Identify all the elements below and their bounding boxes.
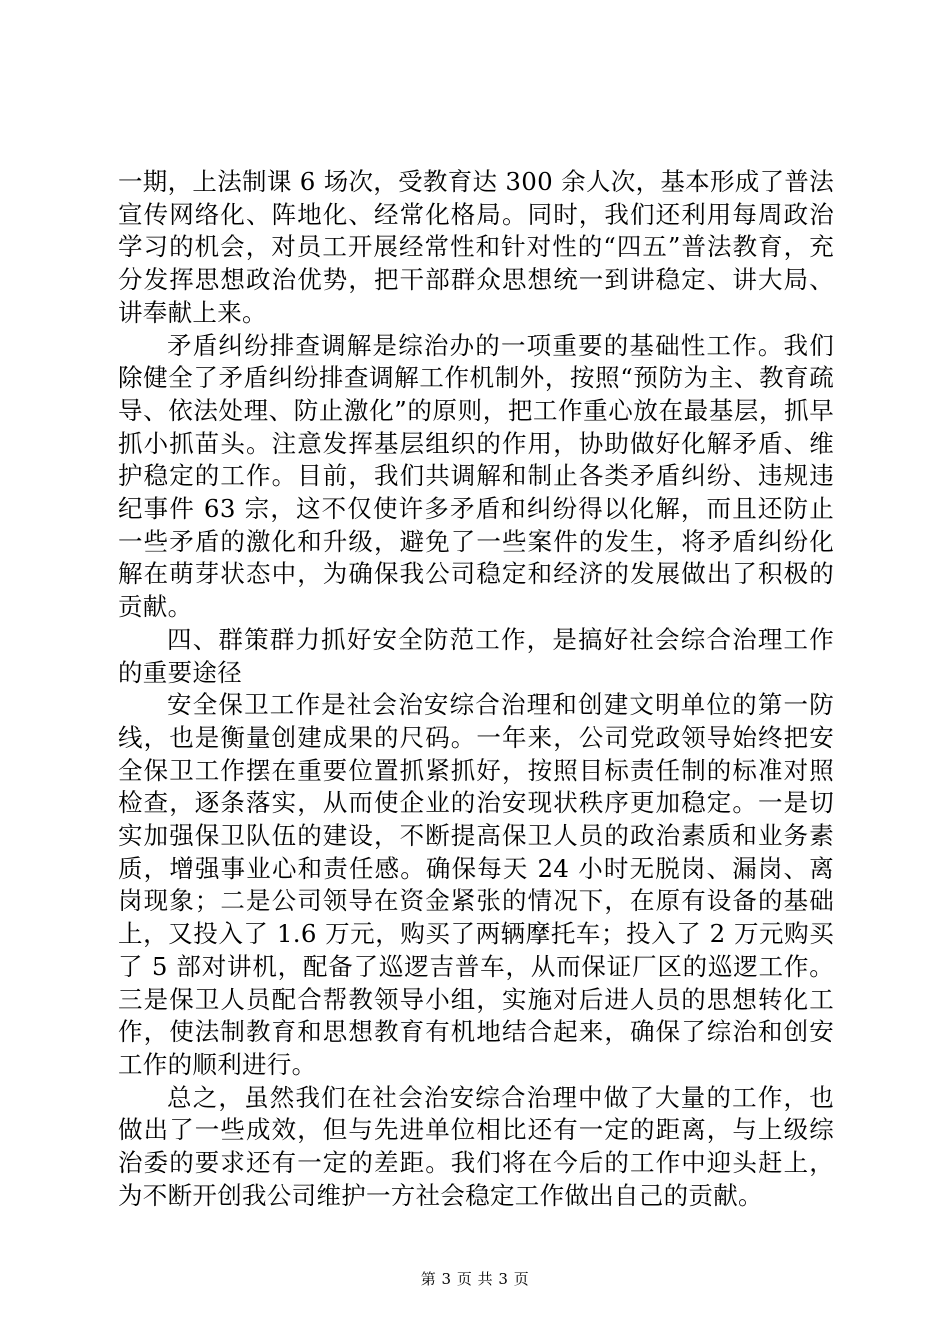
paragraph-1: 一期，上法制课 6 场次，受教育达 300 余人次，基本形成了普法宣传网络化、阵地化、经常化格局。同时，我们还利用每周政治学习的机会，对员工开展经常性和针对性的“四五”普法教育，充分发挥思想政治优势，把干部群众思想统一到讲稳定、讲大局、讲奉献上来。 xyxy=(118,167,834,327)
page-number-label: 第 3 页 共 3 页 xyxy=(420,1270,530,1288)
section-heading-4: 四、群策群力抓好安全防范工作，是搞好社会综合治理工作的重要途径 xyxy=(118,624,834,687)
paragraph-conclusion: 总之，虽然我们在社会治安综合治理中做了大量的工作，也做出了一些成效，但与先进单位相比还有一定的距离，与上级综治委的要求还有一定的差距。我们将在今后的工作中迎头赶上，为不断开创我公司维护一方社会稳定工作做出自己的贡献。 xyxy=(118,1082,834,1210)
paragraph-2: 矛盾纠纷排查调解是综治办的一项重要的基础性工作。我们除健全了矛盾纠纷排查调解工作机制外，按照“预防为主、教育疏导、依法处理、防止激化”的原则，把工作重心放在最基层，抓早抓小抓苗头。注意发挥基层组织的作用，协助做好化解矛盾、维护稳定的工作。目前，我们共调解和制止各类矛盾纠纷、违规违纪事件 63 宗，这不仅使许多矛盾和纠纷得以化解，而且还防止一些矛盾的激化和升级，避免了一些案件的发生，将矛盾纠纷化解在萌芽状态中，为确保我公司稳定和经济的发展做出了积极的贡献。 xyxy=(118,330,834,622)
document-body xyxy=(118,166,834,1213)
paragraph-3: 安全保卫工作是社会治安综合治理和创建文明单位的第一防线，也是衡量创建成果的尺码。一年来，公司党政领导始终把安全保卫工作摆在重要位置抓紧抓好，按照目标责任制的标准对照检查，逐条落实，从而使企业的治安现状秩序更加稳定。一是切实加强保卫队伍的建设，不断提高保卫人员的政治素质和业务素质，增强事业心和责任感。确保每天 24 小时无脱岗、漏岗、离岗现象；二是公司领导在资金紧张的情况下，在原有设备的基础上，又投入了 1.6 万元，购买了两辆摩托车；投入了 2 万元购买了 5 部对讲机，配备了巡逻吉普车，从而保证厂区的巡逻工作。三是保卫人员配合帮教领导小组，实施对后进人员的思想转化工作，使法制教育和思想教育有机地结合起来，确保了综治和创安工作的顺利进行。 xyxy=(118,690,834,1079)
page-footer xyxy=(0,1269,950,1289)
